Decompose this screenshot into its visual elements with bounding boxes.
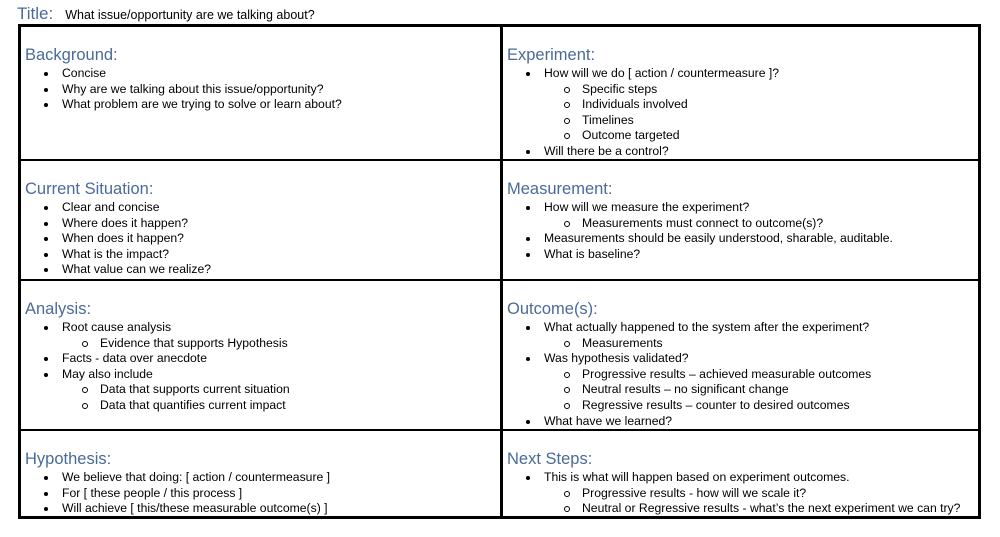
section-heading: Analysis: xyxy=(25,300,92,318)
bullet-item xyxy=(507,351,978,367)
sub-list-wrapper xyxy=(25,336,500,352)
sub-bullet-list xyxy=(544,216,978,232)
section-background xyxy=(20,26,502,160)
sub-bullet-item: Neutral results – no significant change xyxy=(544,382,978,398)
sub-list-wrapper xyxy=(507,216,978,232)
bullet-text: What is the impact? xyxy=(62,246,170,261)
bullet-text: May also include xyxy=(62,366,153,381)
bullet-item xyxy=(507,66,978,82)
section-heading: Current Situation: xyxy=(25,180,154,198)
title-label: Title: xyxy=(17,4,54,23)
bullet-text: Was hypothesis validated? xyxy=(544,351,689,366)
sub-bullet-item: Neutral or Regressive results - what’s the next experiment we can try? xyxy=(544,501,978,517)
bullet-list xyxy=(507,66,978,160)
bullet-list xyxy=(507,470,978,517)
section-heading: Experiment: xyxy=(507,46,596,64)
sub-bullet-item: Regressive results – counter to desired outcomes xyxy=(544,398,978,414)
sub-bullet-item: Data that supports current situation xyxy=(62,382,500,398)
bullet-list xyxy=(25,320,500,414)
sub-list-wrapper xyxy=(507,336,978,352)
bullet-item xyxy=(25,200,500,216)
bullet-text: Facts - data over anecdote xyxy=(62,351,207,366)
bullet-item xyxy=(25,262,500,278)
bullet-text: Root cause analysis xyxy=(62,320,172,334)
section-heading: Outcome(s): xyxy=(507,300,598,318)
bullet-item xyxy=(25,501,500,517)
bullet-item xyxy=(507,320,978,336)
sub-bullet-item: Data that quantifies current impact xyxy=(62,398,500,414)
sub-bullet-item: Evidence that supports Hypothesis xyxy=(62,336,500,352)
bullet-text: What actually happened to the system after the experiment? xyxy=(544,320,870,334)
sub-bullet-list xyxy=(544,82,978,144)
sub-bullet-list xyxy=(62,382,500,413)
bullet-text: Will there be a control? xyxy=(544,143,669,158)
section-outcomes xyxy=(502,280,979,430)
section-heading: Hypothesis: xyxy=(25,450,112,468)
bullet-item xyxy=(25,97,500,113)
bullet-item xyxy=(25,247,500,263)
bullet-list xyxy=(507,320,978,429)
sub-bullet-item: Progressive results - how will we scale it? xyxy=(544,486,978,502)
bullet-list xyxy=(25,200,500,278)
section-heading: Background: xyxy=(25,46,118,64)
bullet-text: How will we do [ action / countermeasure ]? xyxy=(544,66,780,80)
sub-bullet-item: Measurements xyxy=(544,336,978,352)
bullet-text: Will achieve [ this/these measurable outcome(s) ] xyxy=(62,501,328,516)
section-analysis xyxy=(20,280,502,430)
bullet-item xyxy=(507,470,978,486)
section-next-steps xyxy=(502,430,979,517)
bullet-text: What value can we realize? xyxy=(62,262,212,277)
sub-bullet-list xyxy=(544,336,978,352)
bullet-item xyxy=(507,231,978,247)
bullet-item xyxy=(25,216,500,232)
a3-grid xyxy=(18,24,981,519)
bullet-list xyxy=(507,200,978,262)
bullet-list xyxy=(25,470,500,517)
section-current-situation xyxy=(20,160,502,280)
sub-bullet-item: Progressive results – achieved measurable outcomes xyxy=(544,367,978,383)
bullet-item xyxy=(507,144,978,160)
bullet-text: Clear and concise xyxy=(62,200,160,214)
bullet-item xyxy=(25,66,500,82)
bullet-item xyxy=(25,486,500,502)
bullet-text: We believe that doing: [ action / countermeasure ] xyxy=(62,470,331,484)
sub-bullet-list xyxy=(544,486,978,517)
sub-list-wrapper xyxy=(507,82,978,144)
section-experiment xyxy=(502,26,979,160)
section-heading: Next Steps: xyxy=(507,450,593,468)
bullet-text: What problem are we trying to solve or learn about? xyxy=(62,97,342,112)
bullet-item xyxy=(507,200,978,216)
section-measurement xyxy=(502,160,979,280)
sub-bullet-item: Individuals involved xyxy=(544,97,978,113)
title-row xyxy=(17,4,315,26)
sub-bullet-list xyxy=(62,336,500,352)
section-hypothesis xyxy=(20,430,502,517)
bullet-item xyxy=(25,320,500,336)
sub-bullet-item: Measurements must connect to outcome(s)? xyxy=(544,216,978,232)
bullet-text: What have we learned? xyxy=(544,413,673,428)
title-text: What issue/opportunity are we talking about? xyxy=(65,8,315,22)
sub-bullet-list xyxy=(544,367,978,414)
bullet-text: Where does it happen? xyxy=(62,215,189,230)
bullet-item xyxy=(25,82,500,98)
bullet-text: When does it happen? xyxy=(62,231,184,246)
sub-bullet-item: Outcome targeted xyxy=(544,128,978,144)
bullet-item xyxy=(507,247,978,263)
section-heading: Measurement: xyxy=(507,180,613,198)
bullet-text: For [ these people / this process ] xyxy=(62,485,243,500)
sub-list-wrapper xyxy=(507,367,978,414)
bullet-text: Measurements should be easily understood, sharable, auditable. xyxy=(544,231,893,246)
bullet-text: What is baseline? xyxy=(544,246,641,261)
bullet-item xyxy=(25,351,500,367)
sub-list-wrapper xyxy=(25,382,500,413)
bullet-list xyxy=(25,66,500,113)
bullet-item xyxy=(25,470,500,486)
bullet-text: Concise xyxy=(62,66,107,80)
bullet-item xyxy=(507,414,978,430)
bullet-item xyxy=(25,231,500,247)
bullet-text: This is what will happen based on experiment outcomes. xyxy=(544,470,850,484)
sub-list-wrapper xyxy=(507,486,978,517)
bullet-text: Why are we talking about this issue/opportunity? xyxy=(62,81,324,96)
bullet-text: How will we measure the experiment? xyxy=(544,200,750,214)
sub-bullet-item: Specific steps xyxy=(544,82,978,98)
sub-bullet-item: Timelines xyxy=(544,113,978,129)
bullet-item xyxy=(25,367,500,383)
